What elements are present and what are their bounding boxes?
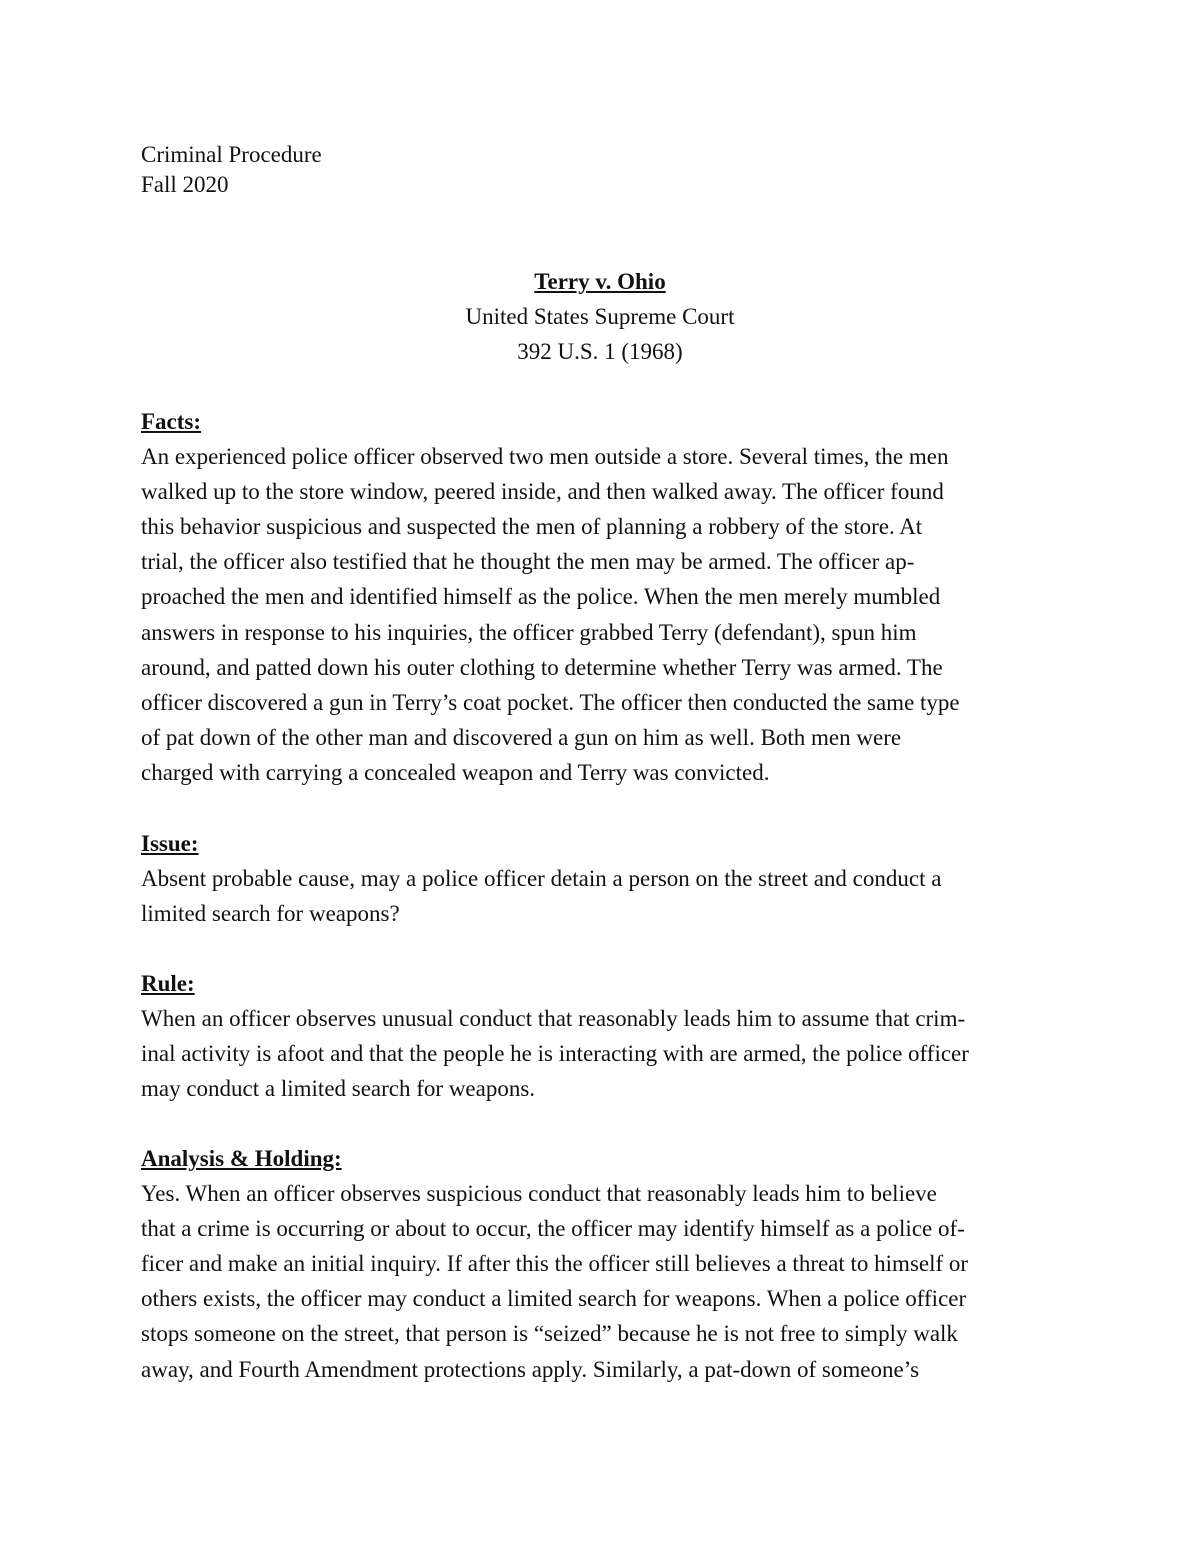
- facts-line: this behavior suspicious and suspected the men of planning a robbery of the store. At: [141, 514, 923, 540]
- facts-line: walked up to the store window, peered inside, and then walked away. The officer found: [141, 479, 944, 505]
- facts-line: An experienced police officer observed two men outside a store. Several times, the men: [141, 444, 949, 470]
- rule-line: inal activity is afoot and that the people he is interacting with are armed, the police officer: [141, 1041, 969, 1067]
- facts-line: charged with carrying a concealed weapon and Terry was convicted.: [141, 759, 770, 785]
- rule-heading: Rule:: [141, 971, 195, 996]
- facts-line: answers in response to his inquiries, the officer grabbed Terry (defendant), spun him: [141, 619, 917, 645]
- facts-line: of pat down of the other man and discovered a gun on him as well. Both men were: [141, 724, 902, 750]
- analysis-section: [141, 1141, 1061, 1387]
- issue-line: Absent probable cause, may a police officer detain a person on the street and conduct a: [141, 866, 942, 892]
- analysis-line: ficer and make an initial inquiry. If after this the officer still believes a threat to himself or: [141, 1251, 969, 1277]
- case-citation: 392 U.S. 1 (1968): [517, 339, 683, 364]
- analysis-line: that a crime is occurring or about to occur, the officer may identify himself as a police of-: [141, 1216, 965, 1242]
- course-term: Fall 2020: [141, 172, 229, 197]
- analysis-line: Yes. When an officer observes suspicious conduct that reasonably leads him to believe: [141, 1181, 937, 1207]
- course-name: Criminal Procedure: [141, 142, 322, 167]
- document-header: [141, 140, 322, 200]
- facts-line: trial, the officer also testified that he thought the men may be armed. The officer ap-: [141, 549, 915, 575]
- case-court: United States Supreme Court: [465, 304, 735, 329]
- facts-heading: Facts:: [141, 409, 202, 434]
- analysis-line: others exists, the officer may conduct a limited search for weapons. When a police officer: [141, 1286, 967, 1312]
- analysis-line: stops someone on the street, that person is “seized” because he is not free to simply walk: [141, 1321, 958, 1347]
- facts-line: proached the men and identified himself as the police. When the men merely mumbled: [141, 584, 941, 610]
- case-title: Terry v. Ohio: [534, 269, 666, 294]
- facts-line: around, and patted down his outer clothing to determine whether Terry was armed. The: [141, 654, 943, 680]
- analysis-heading: Analysis & Holding:: [141, 1146, 342, 1171]
- facts-line: officer discovered a gun in Terry’s coat pocket. The officer then conducted the same type: [141, 689, 960, 715]
- issue-heading: Issue:: [141, 831, 199, 856]
- analysis-line: away, and Fourth Amendment protections apply. Similarly, a pat-down of someone’s: [141, 1356, 920, 1382]
- case-title-block: [0, 264, 1200, 369]
- issue-line: limited search for weapons?: [141, 901, 400, 927]
- rule-line: When an officer observes unusual conduct that reasonably leads him to assume that crim-: [141, 1006, 966, 1032]
- issue-section: [141, 826, 1061, 931]
- facts-section: [141, 404, 1061, 790]
- rule-line: may conduct a limited search for weapons.: [141, 1076, 536, 1102]
- rule-section: [141, 966, 1061, 1106]
